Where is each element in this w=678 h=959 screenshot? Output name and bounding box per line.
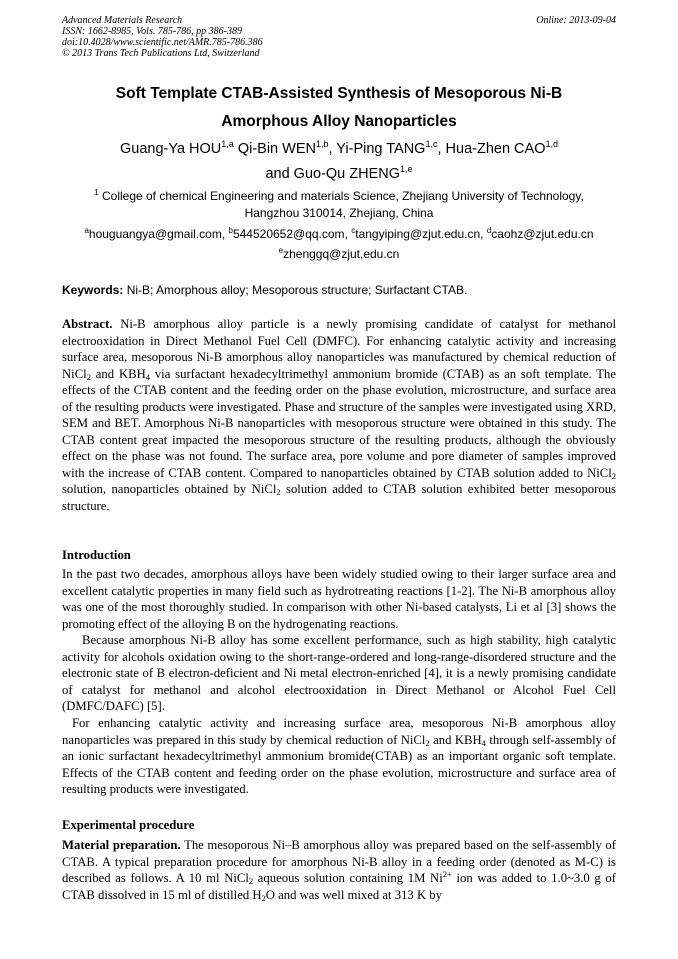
emails-line-2 — [62, 244, 616, 264]
introduction-paragraph-3 — [62, 715, 616, 798]
paragraph-text: For enhancing catalytic activity and increasing surface area, mesoporous Ni-B amorphous alloy nanoparticles was prepared in this study by chemical reduction of NiCl — [62, 716, 616, 747]
affiliation-line-2: Hangzhou 310014, Zhejiang, China — [244, 206, 434, 220]
author-name: Guang-Ya HOU — [119, 141, 222, 157]
doi-line: doi:10.4028/www.scientific.net/AMR.785-786.386 — [62, 37, 263, 48]
authors-line-1 — [62, 137, 616, 162]
email-address: zhenggq@zjut,edu.cn — [283, 247, 400, 261]
title-line-1: Soft Template CTAB-Assisted Synthesis of Mesoporous Ni-B — [115, 85, 563, 102]
email-superscript: c — [351, 226, 356, 235]
author-superscript: 1,a — [221, 139, 234, 149]
subscript: 2 — [261, 892, 266, 903]
experimental-heading: Experimental procedure — [62, 818, 195, 832]
email-superscript: d — [486, 226, 492, 235]
author-name: Hua-Zhen CAO — [445, 141, 546, 157]
email-address: caohz@zjut.edu.cn — [491, 227, 594, 241]
journal-name: Advanced Materials Research — [62, 15, 183, 26]
abstract-text: and KBH — [90, 366, 146, 381]
subscript: 2 — [425, 737, 430, 748]
author-separator: , — [328, 141, 337, 157]
subscript: 2 — [248, 876, 254, 886]
author-name: Qi-Bin WEN — [237, 141, 316, 157]
author-superscript: 1,d — [545, 139, 558, 149]
abstract — [62, 316, 616, 514]
email-separator: , — [480, 227, 487, 241]
abstract-label: Abstract. — [62, 317, 113, 331]
paragraph-text: The mesoporous Ni–B amorphous alloy was prepared based on the self-assembly of CTAB. A typical preparation procedure for amorphous Ni-B alloy in a feeding order (denoted as M-C) is described as follows. A 10 ml NiCl — [62, 838, 616, 885]
copyright-line: © 2013 Trans Tech Publications Ltd, Switzerland — [62, 48, 260, 59]
issn-line: ISSN: 1662-8985, Vols. 785-786, pp 386-389 — [62, 26, 242, 37]
author-name: Guo-Qu ZHENG — [293, 166, 401, 182]
abstract-text: solution added to CTAB solution exhibited better mesoporous structure. — [62, 482, 616, 513]
subscript: 2 — [276, 487, 281, 497]
email-separator: , — [221, 227, 229, 241]
paper-title — [62, 80, 616, 136]
email-address: 544520652@qq.com — [232, 227, 345, 241]
introduction-paragraph-2: Because amorphous Ni-B alloy has some excellent performance, such as high stability, high catalytic activity for alcohols oxidation owing to the short-range-ordered and long-range-disordered structure and the electronic state of B electron-deficient and Ni metal electron-enriched [4], it is a newly promising candidate of catalyst for methanol and alcohol electrooxidation in Direct Methanol or Alcohol Fuel Cell (DMFC/DAFC) [5]. — [62, 633, 616, 713]
keywords-text: Ni-B; Amorphous alloy; Mesoporous structure; Surfactant CTAB. — [126, 283, 468, 297]
subscript: 2 — [611, 470, 616, 481]
email-separator: , — [344, 227, 352, 241]
journal-header — [62, 15, 616, 59]
paragraph-text: O and was well mixed at 313 K by — [265, 887, 442, 902]
paragraph-text: and KBH — [429, 732, 482, 747]
author-conjunction: and — [265, 166, 290, 182]
emails-line-1 — [62, 224, 616, 244]
affiliation-line-1 — [62, 188, 616, 205]
subscript: 4 — [145, 371, 150, 382]
abstract-text: solution, nanoparticles obtained by NiCl — [62, 482, 277, 496]
introduction-heading: Introduction — [62, 548, 131, 562]
email-superscript: a — [84, 226, 89, 235]
author-separator: , — [437, 141, 446, 157]
subscript: 2 — [86, 371, 91, 382]
paragraph-text: through self-assembly of an ionic surfactant hexadecyltrimethyl ammonium bromide(CTAB) as an important organic soft template. Effects of the CTAB content and feeding order on the phase evolution, microstructure and surface area of resulting products were investigated. — [62, 732, 616, 796]
abstract-text: via surfactant hexadecyltrimethyl ammonium bromide (CTAB) as an soft template. The effects of the CTAB content and the feeding order on the phase evolution, microstructure, and surface area of the resulting products were investigated. Phase and structure of the samples were investigated using XRD, SEM and BET. Amorphous Ni-B nanoparticles with mesoporous structure were obtained in this study. The CTAB content great impacted the mesoporous structure of the resulting products, although the obviously effect on the phase was not found. The surface area, pore volume and pore diameter of samples improved with the increase of CTAB content. Compared to nanoparticles obtained by CTAB solution added to NiCl — [62, 366, 616, 480]
keywords — [62, 282, 616, 298]
affiliation-text: College of chemical Engineering and materials Science, Zhejiang University of Technology, — [101, 189, 584, 203]
email-address: tangyiping@zjut.edu.cn — [355, 227, 481, 241]
material-preparation-label: Material preparation. — [62, 838, 181, 852]
author-superscript: 1,b — [315, 139, 329, 149]
paragraph-text: ion was added to 1.0~3.0 g of CTAB dissolved in 15 ml of distilled H — [62, 871, 616, 902]
abstract-text: Ni-B amorphous alloy particle is a newly promising candidate of catalyst for methanol electrooxidation in Direct Methanol Fuel Cell (DMFC). For enhancing catalytic activity and increasing surface area, mesoporous Ni-B amorphous alloy nanoparticles was manufactured by chemical reduction of NiCl — [62, 317, 616, 381]
affiliation — [62, 188, 616, 222]
email-address: houguangya@gmail.com — [88, 227, 222, 241]
affiliation-superscript: 1 — [94, 188, 99, 197]
author-superscript: 1,c — [425, 139, 438, 149]
email-superscript: e — [278, 246, 284, 255]
author-superscript: 1,e — [400, 164, 413, 174]
subscript: 4 — [481, 737, 486, 748]
keywords-label: Keywords: — [62, 283, 124, 297]
title-line-2: Amorphous Alloy Nanoparticles — [221, 113, 457, 130]
online-date: Online: 2013-09-04 — [536, 15, 616, 26]
paragraph-text: aqueous solution containing 1M Ni — [253, 871, 443, 885]
material-preparation-paragraph — [62, 837, 616, 903]
author-list — [62, 137, 616, 187]
superscript: 2+ — [442, 869, 452, 879]
introduction-paragraph-1: In the past two decades, amorphous alloys have been widely studied owing to their larger surface area and excellent catalytic properties in many field such as hydrotreating reactions [1-2]. The Ni-B amorphous alloy was one of the most thoroughly studied. In comparison with other Ni-based catalysts, Li et al [3] shows the promoting effect of the alloying B on the hydrogenating reactions. — [62, 567, 616, 631]
author-name: Yi-Ping TANG — [336, 141, 426, 157]
authors-line-2 — [62, 162, 616, 187]
email-list — [62, 224, 616, 264]
email-superscript: b — [228, 226, 233, 235]
